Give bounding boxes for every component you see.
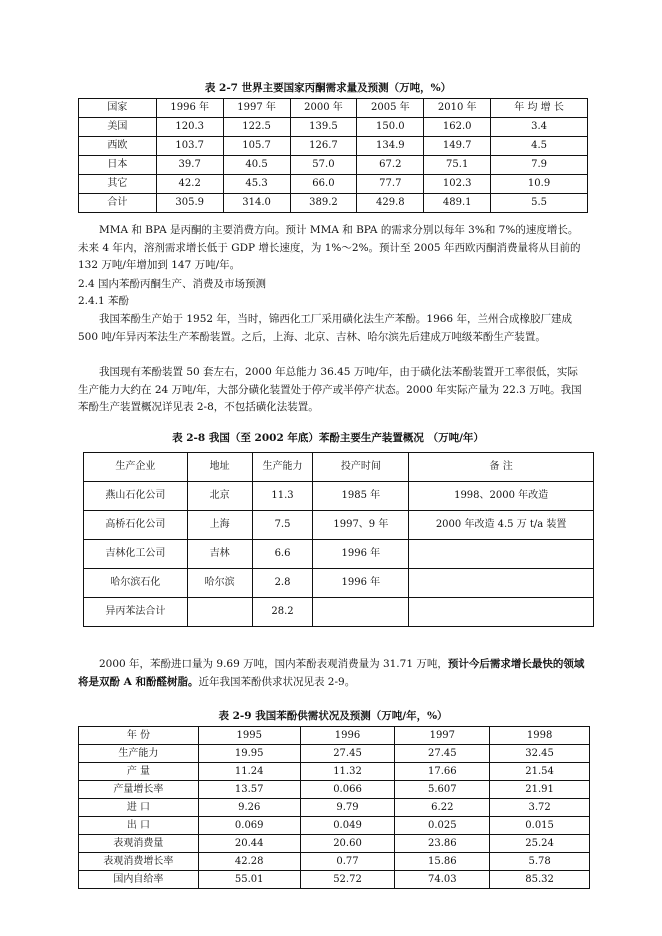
table-cell: 5.5 (491, 194, 588, 213)
table-cell: 21.91 (490, 781, 590, 799)
table-cell: 产量增长率 (79, 781, 199, 799)
table-2-9 (78, 726, 590, 889)
header-cell: 生产企业 (84, 453, 188, 482)
table-cell: 2.8 (252, 569, 313, 598)
table-cell: 2000 年改造 4.5 万 t/a 装置 (409, 511, 594, 540)
table-cell: 表观消费增长率 (79, 853, 199, 871)
table-cell: 13.57 (198, 781, 300, 799)
paragraph-phenol-capacity: 我国现有苯酚装置 50 套左右，2000 年总能力 36.45 万吨/年，由于磺化法苯酚装置开工率很低，实际生产能力大约在 24 万吨/年，大部分磺化装置处于停产或半停产状态。2000 年实际产量为 22.3 万吨。我国苯酚生产装置概况详见表 2-8，不包括磺化法装置。 (78, 366, 582, 413)
table-cell: 西欧 (79, 137, 157, 156)
table-cell: 25.24 (490, 835, 590, 853)
table-cell: 19.95 (198, 745, 300, 763)
table-row (79, 853, 590, 871)
table-cell (409, 540, 594, 569)
table-cell: 吉林化工公司 (84, 540, 188, 569)
table-cell: 上海 (187, 511, 252, 540)
table-cell: 77.7 (357, 175, 424, 194)
table-cell: 5.607 (395, 781, 490, 799)
table-cell: 燕山石化公司 (84, 482, 188, 511)
table-cell: 39.7 (156, 156, 223, 175)
table-cell: 表观消费量 (79, 835, 199, 853)
header-cell: 投产时间 (313, 453, 409, 482)
table-cell: 11.3 (252, 482, 313, 511)
table-cell: 11.32 (300, 763, 395, 781)
table-cell: 6.22 (395, 799, 490, 817)
table-cell (409, 569, 594, 598)
table-cell: 合计 (79, 194, 157, 213)
table-row (79, 175, 588, 194)
table-cell: 17.66 (395, 763, 490, 781)
table-cell: 哈尔滨石化 (84, 569, 188, 598)
table-cell: 4.5 (491, 137, 588, 156)
header-cell: 地址 (187, 453, 252, 482)
table-row (79, 745, 590, 763)
table-cell: 67.2 (357, 156, 424, 175)
table-cell: 74.03 (395, 871, 490, 889)
table-cell: 其它 (79, 175, 157, 194)
table-cell: 异丙苯法合计 (84, 598, 188, 627)
header-cell: 国家 (79, 99, 157, 118)
table-cell: 20.60 (300, 835, 395, 853)
table-cell: 出 口 (79, 817, 199, 835)
table-cell: 9.79 (300, 799, 395, 817)
table-row (79, 118, 588, 137)
table-row (84, 598, 594, 627)
table-cell: 7.9 (491, 156, 588, 175)
table-row (79, 137, 588, 156)
table-cell (313, 598, 409, 627)
header-cell: 年 均 增 长 (491, 99, 588, 118)
paragraph-text: 近年我国苯酚供求状况见表 2-9。 (198, 675, 356, 688)
table-cell: 45.3 (223, 175, 290, 194)
table-cell: 122.5 (223, 118, 290, 137)
table-cell: 7.5 (252, 511, 313, 540)
table-cell: 42.28 (198, 853, 300, 871)
table-cell: 21.54 (490, 763, 590, 781)
table-2-8-header-row (84, 453, 594, 482)
table-cell: 23.86 (395, 835, 490, 853)
table-cell: 42.2 (156, 175, 223, 194)
table-cell: 高桥石化公司 (84, 511, 188, 540)
table-cell: 0.049 (300, 817, 395, 835)
table-cell: 0.77 (300, 853, 395, 871)
table-row (79, 799, 590, 817)
table-cell: 162.0 (424, 118, 491, 137)
table-cell: 0.069 (198, 817, 300, 835)
table-cell: 149.7 (424, 137, 491, 156)
header-cell: 1996 年 (156, 99, 223, 118)
table-cell: 305.9 (156, 194, 223, 213)
paragraph-text: 2000 年，苯酚进口量为 9.69 万吨，国内苯酚表观消费量为 31.71 万吨， (99, 658, 448, 670)
table-cell: 120.3 (156, 118, 223, 137)
table-cell: 150.0 (357, 118, 424, 137)
table-cell (409, 598, 594, 627)
table-row (79, 781, 590, 799)
table-cell: 3.72 (490, 799, 590, 817)
table-cell: 102.3 (424, 175, 491, 194)
table-cell (187, 598, 252, 627)
table-cell: 55.01 (198, 871, 300, 889)
table-2-9-caption: 表 2-9 我国苯酚供需状况及预测（万吨/年，%） (218, 710, 448, 722)
table-row (79, 835, 590, 853)
table-row (79, 871, 590, 889)
table-cell: 126.7 (290, 137, 357, 156)
table-cell: 1985 年 (313, 482, 409, 511)
table-cell: 进 口 (79, 799, 199, 817)
table-row (79, 817, 590, 835)
table-cell: 0.025 (395, 817, 490, 835)
table-row (79, 194, 588, 213)
header-cell: 2000 年 (290, 99, 357, 118)
table-cell: 5.78 (490, 853, 590, 871)
table-cell: 105.7 (223, 137, 290, 156)
paragraph-phenol-demand (78, 656, 588, 692)
table-row (84, 511, 594, 540)
header-cell: 2005 年 (357, 99, 424, 118)
table-cell: 10.9 (491, 175, 588, 194)
table-2-8 (83, 452, 594, 627)
header-cell: 1996 (300, 727, 395, 745)
table-cell: 1997、9 年 (313, 511, 409, 540)
table-cell: 3.4 (491, 118, 588, 137)
table-2-7-header-row (79, 99, 588, 118)
paragraph-mma-bpa: MMA 和 BPA 是丙酮的主要消费方向。预计 MMA 和 BPA 的需求分别以每年 3%和 7%的速度增长。未来 4 年内，溶剂需求增长低于 GDP 增长速度，为 1%～2%。预计至 2005 年西欧丙酮消费量将从目前的 132 万吨/年增加到 147 万吨/年。 (78, 224, 581, 271)
table-cell: 生产能力 (79, 745, 199, 763)
table-2-7-caption: 表 2-7 世界主要国家丙酮需求量及预测（万吨，%） (204, 82, 452, 94)
table-row (84, 569, 594, 598)
table-cell: 1996 年 (313, 569, 409, 598)
table-cell: 1996 年 (313, 540, 409, 569)
table-row (84, 540, 594, 569)
table-cell: 9.26 (198, 799, 300, 817)
table-cell: 27.45 (395, 745, 490, 763)
table-2-9-header-row (79, 727, 590, 745)
header-cell: 1997 (395, 727, 490, 745)
header-cell: 1995 (198, 727, 300, 745)
table-cell: 389.2 (290, 194, 357, 213)
table-cell: 134.9 (357, 137, 424, 156)
table-cell: 40.5 (223, 156, 290, 175)
table-cell: 52.72 (300, 871, 395, 889)
table-row (79, 156, 588, 175)
table-cell: 吉林 (187, 540, 252, 569)
table-cell: 489.1 (424, 194, 491, 213)
table-2-7 (78, 98, 588, 213)
table-cell: 北京 (187, 482, 252, 511)
table-cell: 66.0 (290, 175, 357, 194)
table-row (79, 763, 590, 781)
table-cell: 57.0 (290, 156, 357, 175)
table-cell: 20.44 (198, 835, 300, 853)
table-cell: 75.1 (424, 156, 491, 175)
table-cell: 哈尔滨 (187, 569, 252, 598)
table-cell: 27.45 (300, 745, 395, 763)
header-cell: 1997 年 (223, 99, 290, 118)
table-cell: 1998、2000 年改造 (409, 482, 594, 511)
table-cell: 85.32 (490, 871, 590, 889)
table-cell: 429.8 (357, 194, 424, 213)
paragraph-bold-text: 预计今后需求增长最快的领域将是双酚 A 和酚醛树脂。 (78, 658, 585, 688)
header-cell: 备 注 (409, 453, 594, 482)
table-2-8-caption: 表 2-8 我国（至 2002 年底）苯酚主要生产装置概况 （万吨/年） (172, 432, 484, 444)
table-cell: 28.2 (252, 598, 313, 627)
table-cell: 11.24 (198, 763, 300, 781)
table-cell: 139.5 (290, 118, 357, 137)
header-cell: 年 份 (79, 727, 199, 745)
section-heading-2-4: 2.4 国内苯酚丙酮生产、消费及市场预测 (78, 278, 267, 290)
table-row (84, 482, 594, 511)
table-cell: 国内自给率 (79, 871, 199, 889)
table-cell: 6.6 (252, 540, 313, 569)
table-cell: 314.0 (223, 194, 290, 213)
table-cell: 0.015 (490, 817, 590, 835)
table-cell: 103.7 (156, 137, 223, 156)
header-cell: 1998 (490, 727, 590, 745)
table-cell: 美国 (79, 118, 157, 137)
section-heading-2-4-1: 2.4.1 苯酚 (78, 295, 130, 307)
header-cell: 2010 年 (424, 99, 491, 118)
table-cell: 产 量 (79, 763, 199, 781)
header-cell: 生产能力 (252, 453, 313, 482)
table-cell: 15.86 (395, 853, 490, 871)
table-cell: 32.45 (490, 745, 590, 763)
table-cell: 日本 (79, 156, 157, 175)
paragraph-phenol-history: 我国苯酚生产始于 1952 年，当时，锦西化工厂采用磺化法生产苯酚。1966 年，兰州合成橡胶厂建成 500 吨/年异丙苯法生产苯酚装置。之后，上海、北京、吉林、哈尔滨先后建成万吨级苯酚生产装置。 (78, 313, 572, 343)
table-cell: 0.066 (300, 781, 395, 799)
